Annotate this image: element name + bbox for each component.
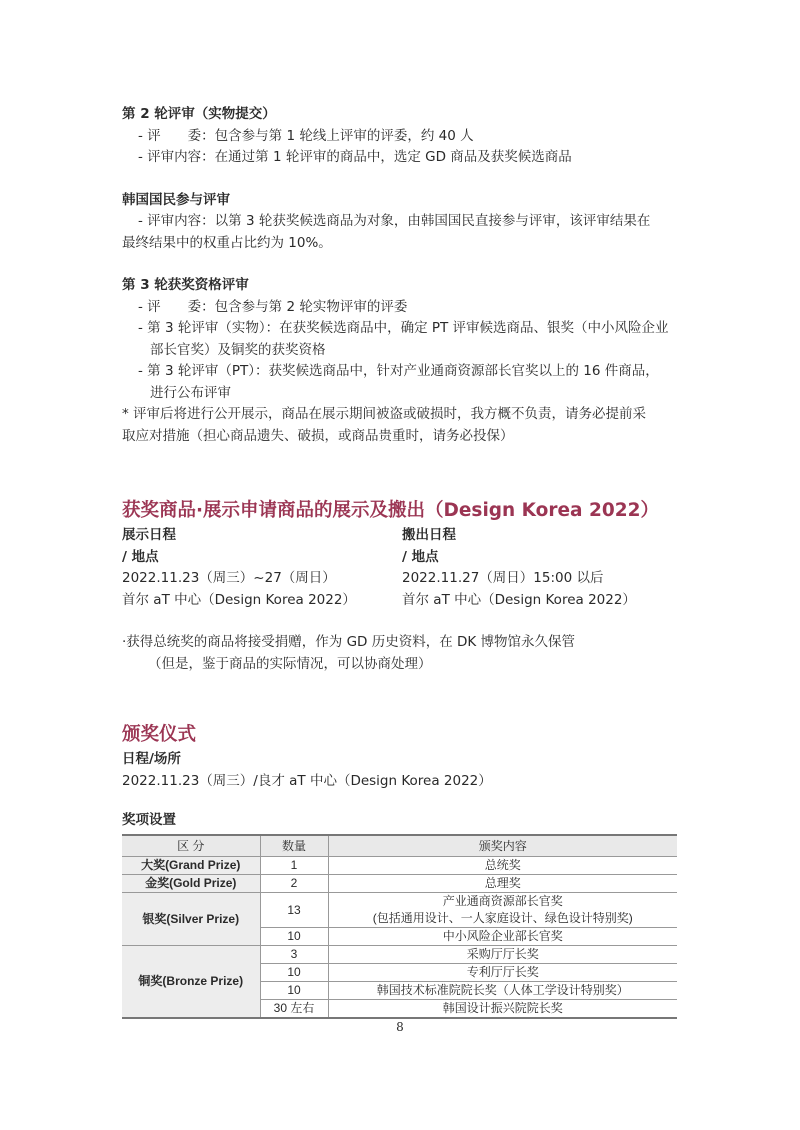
header-quantity: 数量	[260, 835, 328, 857]
removal-place: 首尔 aT 中心（Design Korea 2022）	[402, 591, 636, 608]
exhibit-schedule-label: 展示日程	[122, 527, 176, 543]
cell-content: 韩国技术标准院院长奖（人体工学设计特别奖）	[328, 982, 677, 1000]
removal-schedule-label: 搬出日程	[402, 527, 456, 543]
exhibit-schedule	[122, 525, 682, 611]
table-row	[122, 946, 677, 964]
ceremony-label: 日程/场所	[122, 751, 181, 767]
round2-title: 第 2 轮评审（实物提交）	[122, 106, 276, 122]
table-row	[122, 857, 677, 875]
public-review-line1: - 评审内容：以第 3 轮获奖候选商品为对象，由韩国国民直接参与评审，该评审结果在	[138, 213, 651, 229]
removal-right	[402, 525, 682, 611]
public-review-title: 韩国国民参与评审	[122, 191, 230, 208]
round3-physical: - 第 3 轮评审（实物）：在获奖候选商品中，确定 PT 评审候选商品、银奖（中小风险企业部长官奖）及铜奖的获奖资格	[138, 320, 669, 358]
cell-content-line2: (包括通用设计、一人家庭设计、绿色设计特别奖)	[372, 911, 633, 925]
exhibit-place-label: / 地点	[122, 548, 159, 565]
table-row	[122, 875, 677, 893]
cell-content: 中小风险企业部长官奖	[328, 928, 677, 946]
header-category: 区 分	[122, 835, 260, 857]
cell-quantity: 3	[260, 946, 328, 964]
cell-category: 铜奖(Bronze Prize)	[122, 946, 260, 1019]
cell-content: 韩国设计振兴院院长奖	[328, 1000, 677, 1019]
public-review-line2: 最终结果中的权重占比约为 10%。	[122, 234, 332, 251]
cell-quantity: 10	[260, 982, 328, 1000]
table-row	[122, 893, 677, 928]
page-number: 8	[396, 1020, 404, 1034]
ceremony-value: 2022.11.23（周三）/良才 aT 中心（Design Korea 2022）	[122, 772, 492, 789]
ceremony-heading: 颁奖仪式	[122, 724, 197, 745]
round3-judges: - 评 委：包含参与第 2 轮实物评审的评委	[138, 298, 408, 315]
cell-category: 金奖(Gold Prize)	[122, 875, 260, 893]
cell-quantity: 30 左右	[260, 1000, 328, 1019]
cell-content	[328, 893, 677, 928]
exhibit-place: 首尔 aT 中心（Design Korea 2022）	[122, 591, 356, 608]
exhibit-heading: 获奖商品·展示申请商品的展示及搬出（Design Korea 2022）	[122, 500, 659, 521]
round3-note-line1: * 评审后将进行公开展示，商品在展示期间被盗或破损时，我方概不负责，请务必提前采	[122, 406, 647, 422]
cell-quantity: 13	[260, 893, 328, 928]
exhibit-left	[122, 525, 402, 611]
round3-pt: - 第 3 轮评审（PT）：获奖候选商品中，针对产业通商资源部长官奖以上的 16 件商品，进行公布评审	[138, 363, 659, 401]
table-header-row	[122, 835, 677, 857]
cell-content: 总统奖	[328, 857, 677, 875]
award-table	[122, 834, 677, 1019]
cell-content: 总理奖	[328, 875, 677, 893]
round2-judges: - 评 委：包含参与第 1 轮线上评审的评委，约 40 人	[138, 127, 474, 144]
round3-note-line2: 取应对措施（担心商品遗失、破损，或商品贵重时，请务必投保）	[122, 427, 514, 444]
removal-place-label: / 地点	[402, 548, 439, 565]
removal-date: 2022.11.27（周日）15:00 以后	[402, 570, 604, 586]
cell-content: 采购厅厅长奖	[328, 946, 677, 964]
round2-content: - 评审内容：在通过第 1 轮评审的商品中，选定 GD 商品及获奖候选商品	[138, 149, 572, 165]
cell-content: 专利厅厅长奖	[328, 964, 677, 982]
exhibit-note-line1: ·获得总统奖的商品将接受捐赠，作为 GD 历史资料，在 DK 博物馆永久保管	[122, 634, 576, 650]
round3-title: 第 3 轮获奖资格评审	[122, 277, 249, 293]
cell-category: 银奖(Silver Prize)	[122, 893, 260, 946]
award-table-title: 奖项设置	[122, 812, 176, 828]
document-page	[122, 104, 682, 1019]
header-content: 颁奖内容	[328, 835, 677, 857]
cell-quantity: 2	[260, 875, 328, 893]
exhibit-date: 2022.11.23（周三）~27（周日）	[122, 570, 336, 586]
cell-quantity: 10	[260, 964, 328, 982]
cell-content-line1: 产业通商资源部长官奖	[442, 894, 563, 908]
cell-category: 大奖(Grand Prize)	[122, 857, 260, 875]
cell-quantity: 1	[260, 857, 328, 875]
cell-quantity: 10	[260, 928, 328, 946]
exhibit-note-line2: （但是，鉴于商品的实际情况，可以协商处理）	[148, 655, 432, 672]
